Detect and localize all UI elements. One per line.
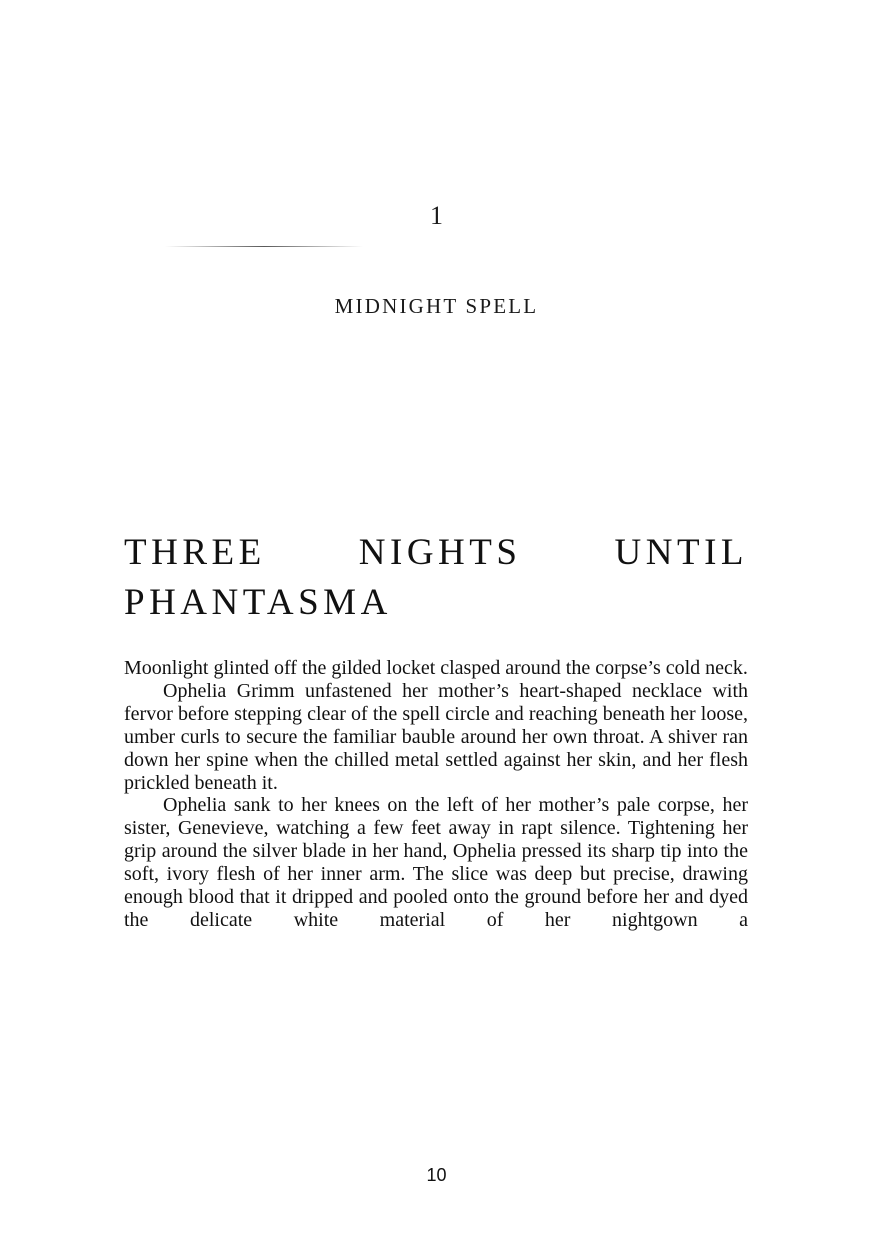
paragraph: Ophelia sank to her knees on the left of her mother’s pale corpse, her sister, Genevieve, watching a few feet away in rapt silence. Tightening her grip around the silver blade in her hand, Ophelia pressed its sharp tip into the soft, ivory flesh of her inner arm. The slice was deep but precise, drawing enough blood that it dripped and pooled onto the ground before her and dyed the delicate white material of her nightgown a bbox=[124, 794, 748, 931]
paragraph: Ophelia Grimm unfastened her mother’s heart-shaped necklace with fervor before stepping clear of the spell circle and reaching beneath her loose, umber curls to secure the familiar bauble around her own throat. A shiver ran down her spine when the chilled metal settled against her skin, and her flesh prickled beneath it. bbox=[124, 679, 748, 794]
section-heading-word: UNTIL bbox=[614, 532, 748, 573]
page-number: 10 bbox=[426, 1165, 447, 1185]
chapter-divider-rule bbox=[165, 246, 363, 247]
paragraph: Moonlight glinted off the gilded locket clasped around the corpse’s cold neck. bbox=[124, 657, 748, 679]
body-text bbox=[124, 657, 748, 932]
chapter-number: 1 bbox=[430, 201, 443, 230]
section-heading bbox=[124, 528, 748, 628]
section-heading-line-2: PHANTASMA bbox=[124, 582, 392, 623]
chapter-title: MIDNIGHT SPELL bbox=[334, 294, 539, 318]
section-heading-line-1 bbox=[124, 528, 748, 578]
section-heading-word: NIGHTS bbox=[358, 532, 522, 573]
section-heading-word: THREE bbox=[124, 532, 266, 573]
